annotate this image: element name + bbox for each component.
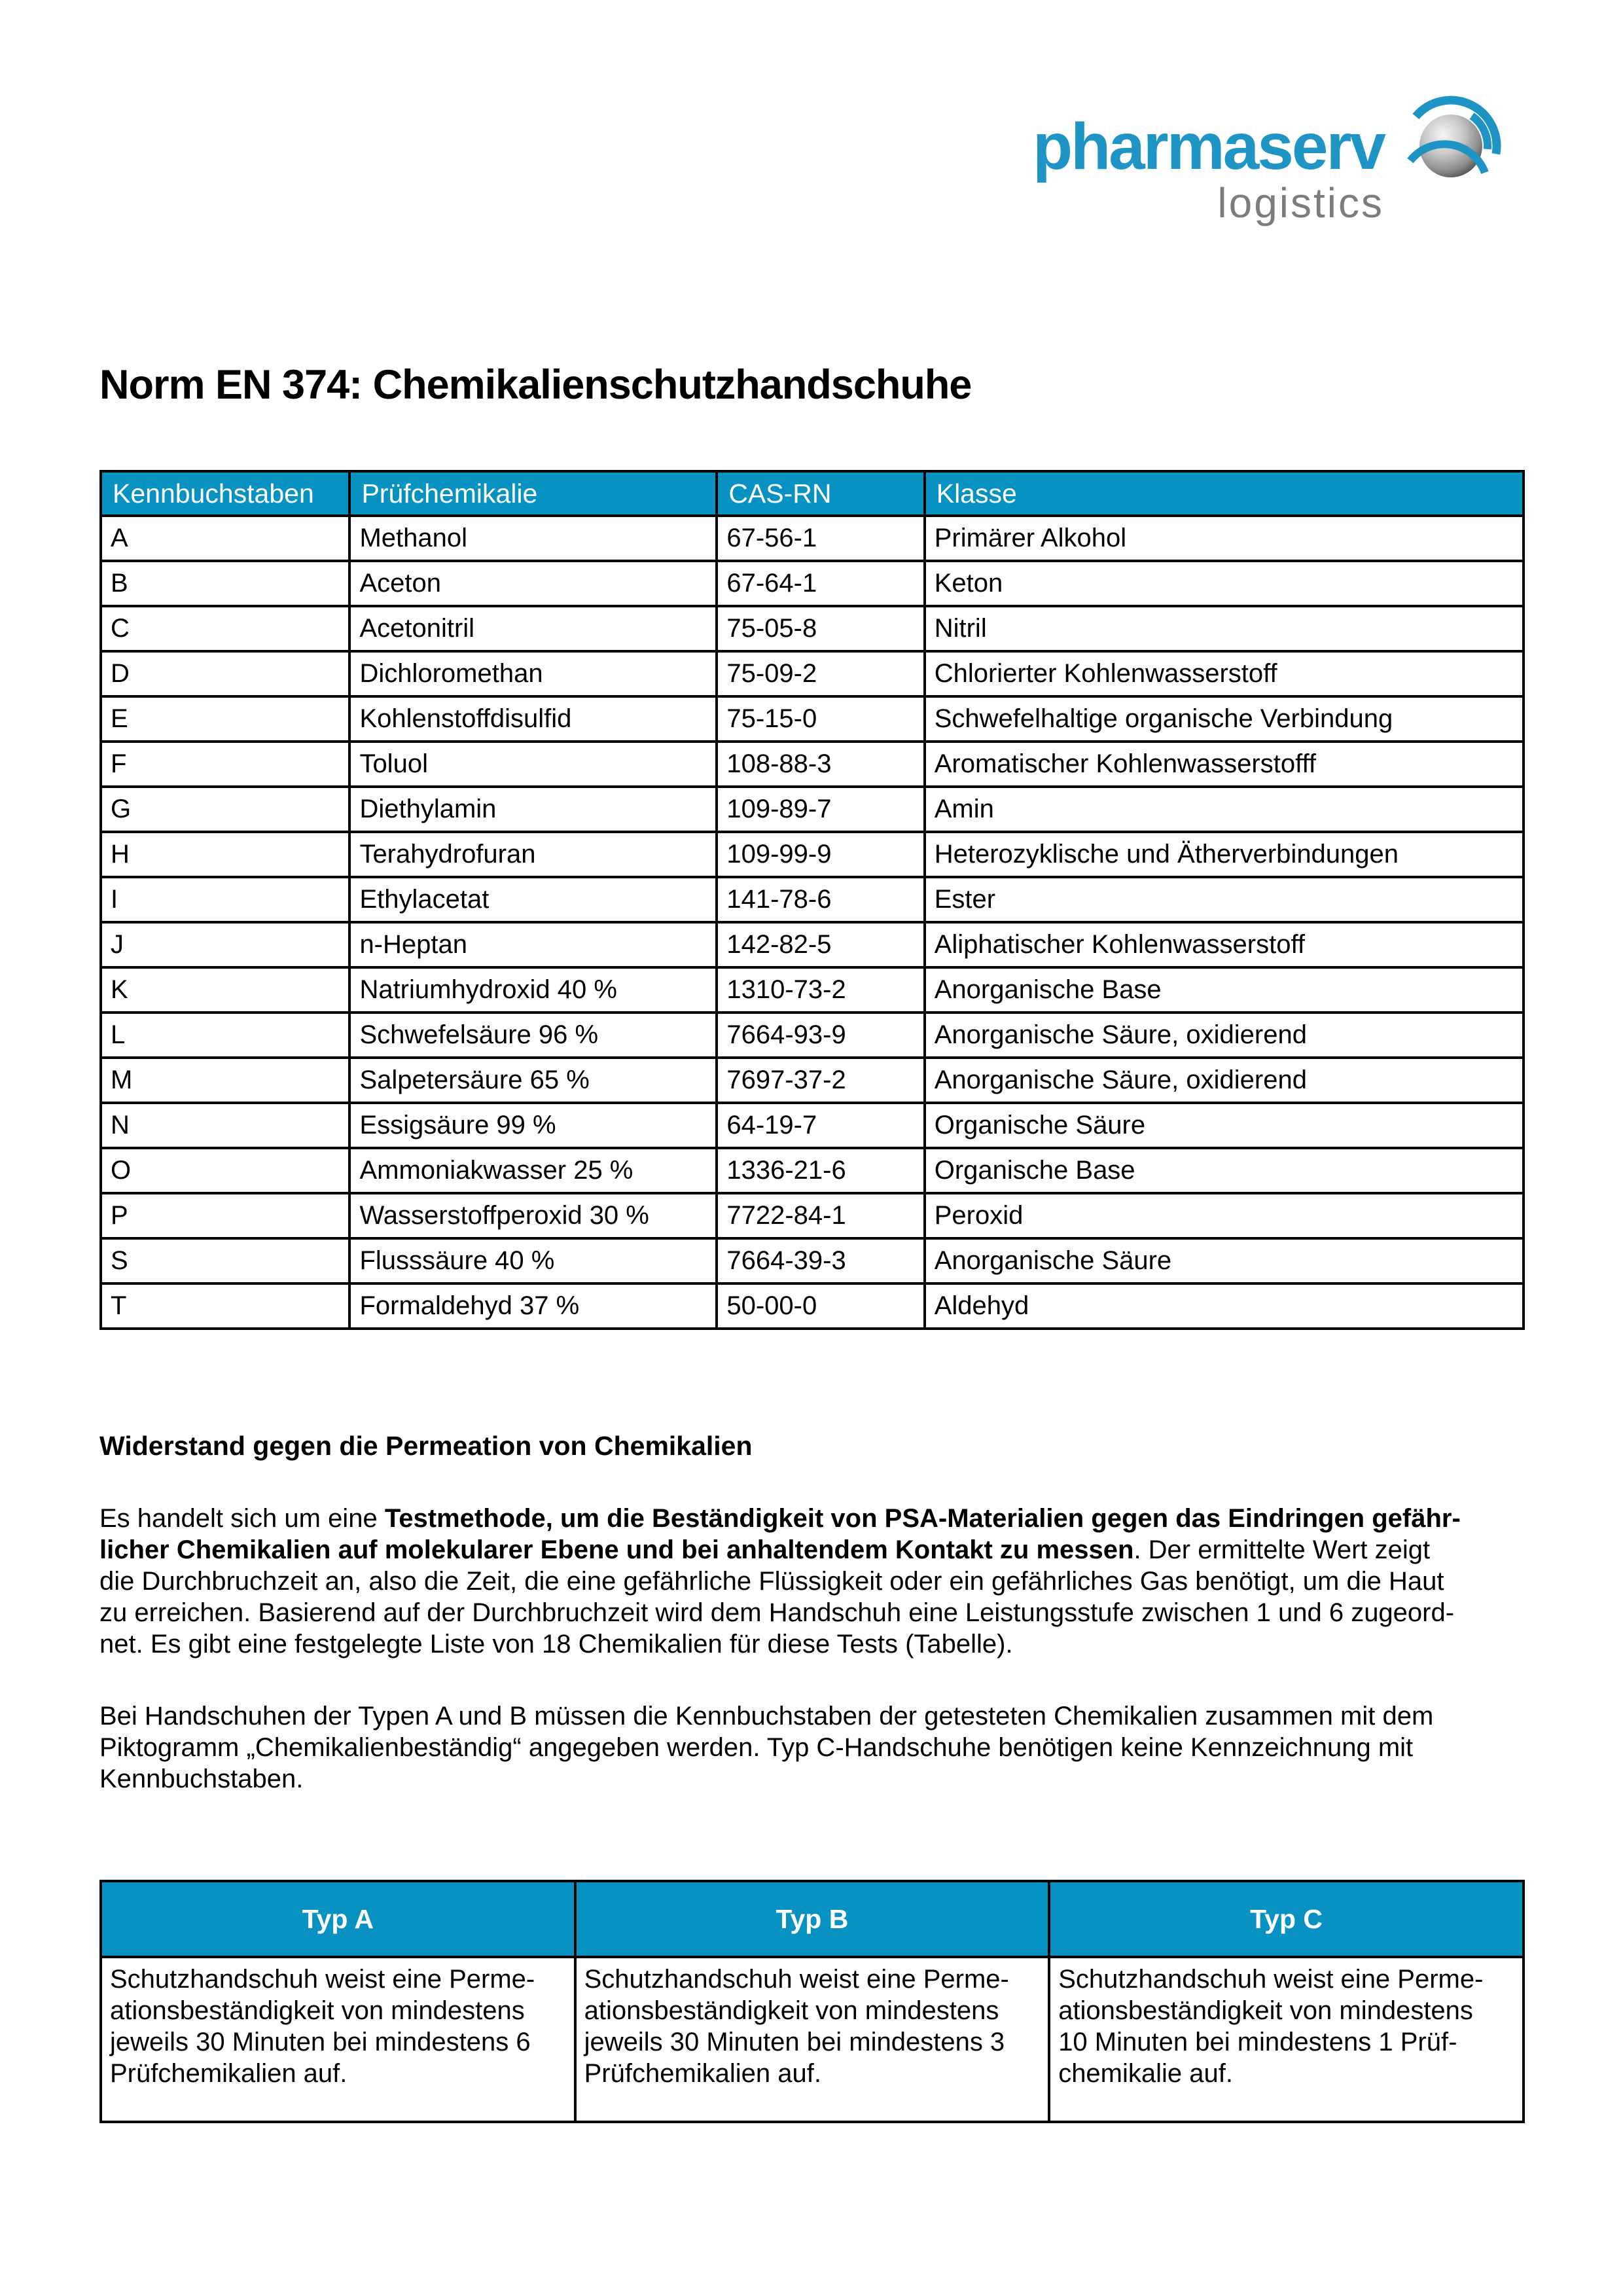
type-cell-a — [101, 1957, 575, 2122]
chem-cell-cas: 7664-39-3 — [717, 1238, 924, 1283]
chem-cell-class: Anorganische Säure — [925, 1238, 1524, 1283]
chem-cell-cas: 7722-84-1 — [717, 1193, 924, 1238]
chem-cell-cas: 50-00-0 — [717, 1283, 924, 1329]
chem-cell-cas: 142-82-5 — [717, 922, 924, 967]
chem-cell-chemical: Ammoniakwasser 25 % — [349, 1148, 717, 1193]
chem-cell-chemical: Dichloromethan — [349, 651, 717, 696]
table-row — [101, 561, 1524, 606]
chem-header-klasse: Klasse — [925, 471, 1524, 516]
table-row — [101, 516, 1524, 561]
text-segment: Prüfchemikalien auf. — [110, 2059, 348, 2088]
section-heading: Widerstand gegen die Permeation von Chemikalien — [99, 1431, 753, 1461]
chem-table-header-row — [101, 471, 1524, 516]
chem-cell-cas: 64-19-7 — [717, 1103, 924, 1148]
type-cell-b — [575, 1957, 1050, 2122]
text-segment: Kennbuchstaben. — [99, 1765, 304, 1793]
page-title: Norm EN 374: Chemikalienschutzhandschuhe — [99, 362, 972, 408]
chem-cell-letter: N — [101, 1103, 349, 1148]
text-line — [99, 1566, 1461, 1597]
chem-table-body — [101, 516, 1524, 1329]
chem-cell-cas: 108-88-3 — [717, 742, 924, 787]
bold-text-segment: licher Chemikalien auf molekularer Ebene und bei anhaltendem Kontakt zu messen — [99, 1535, 1134, 1564]
chem-cell-letter: M — [101, 1058, 349, 1103]
chem-cell-cas: 67-64-1 — [717, 561, 924, 606]
sphere-swoosh-icon — [1395, 92, 1507, 204]
chem-cell-chemical: Kohlenstoffdisulfid — [349, 696, 717, 742]
text-line — [1058, 1995, 1514, 2026]
text-segment: Es handelt sich um eine — [99, 1504, 385, 1533]
table-row — [101, 787, 1524, 832]
text-line — [584, 1995, 1041, 2026]
chem-cell-chemical: Salpetersäure 65 % — [349, 1058, 717, 1103]
table-row — [101, 1193, 1524, 1238]
chem-cell-letter: K — [101, 967, 349, 1013]
text-segment: 10 Minuten bei mindestens 1 Prüf- — [1058, 2028, 1457, 2056]
chem-cell-class: Keton — [925, 561, 1524, 606]
chem-header-kennbuchstaben: Kennbuchstaben — [101, 471, 349, 516]
table-row — [101, 1238, 1524, 1283]
logo-text-block — [1033, 110, 1384, 226]
pharmaserv-logo — [1033, 92, 1507, 224]
chem-cell-cas: 7697-37-2 — [717, 1058, 924, 1103]
table-row — [101, 696, 1524, 742]
table-row — [101, 1148, 1524, 1193]
text-segment: Schutzhandschuh weist eine Perme- — [584, 1965, 1009, 1994]
chem-cell-class: Aldehyd — [925, 1283, 1524, 1329]
chem-cell-class: Ester — [925, 877, 1524, 922]
text-segment: ationsbeständigkeit von mindestens — [1058, 1996, 1473, 2025]
chem-cell-chemical: Acetonitril — [349, 606, 717, 651]
text-line — [99, 1700, 1433, 1732]
text-line — [584, 2026, 1041, 2058]
text-segment: Schutzhandschuh weist eine Perme- — [110, 1965, 535, 1994]
text-line — [584, 1964, 1041, 1995]
type-table-body-row — [101, 1957, 1524, 2122]
text-line — [1058, 2058, 1514, 2089]
chem-cell-chemical: Terahydrofuran — [349, 832, 717, 877]
table-row — [101, 922, 1524, 967]
text-segment: Schutzhandschuh weist eine Perme- — [1058, 1965, 1484, 1994]
text-segment: zu erreichen. Basierend auf der Durchbruchzeit wird dem Handschuh eine Leistungsstufe zwischen 1 und 6 zugeord- — [99, 1598, 1455, 1627]
type-header-c: Typ C — [1049, 1881, 1524, 1957]
chem-cell-letter: G — [101, 787, 349, 832]
chem-header-cas-rn: CAS-RN — [717, 471, 924, 516]
chem-cell-class: Schwefelhaltige organische Verbindung — [925, 696, 1524, 742]
chem-cell-cas: 1310-73-2 — [717, 967, 924, 1013]
chem-cell-cas: 75-05-8 — [717, 606, 924, 651]
chem-cell-chemical: Wasserstoffperoxid 30 % — [349, 1193, 717, 1238]
type-cell-c — [1049, 1957, 1524, 2122]
chem-cell-chemical: Natriumhydroxid 40 % — [349, 967, 717, 1013]
text-line — [110, 1995, 566, 2026]
text-segment: ationsbeständigkeit von mindestens — [584, 1996, 999, 2025]
text-segment: . Der ermittelte Wert zeigt — [1133, 1535, 1431, 1564]
table-row — [101, 606, 1524, 651]
chem-cell-letter: B — [101, 561, 349, 606]
type-header-a: Typ A — [101, 1881, 575, 1957]
table-row — [101, 742, 1524, 787]
text-segment: Prüfchemikalien auf. — [584, 2059, 821, 2088]
chem-cell-class: Amin — [925, 787, 1524, 832]
text-segment: chemikalie auf. — [1058, 2059, 1233, 2088]
chem-cell-chemical: Schwefelsäure 96 % — [349, 1013, 717, 1058]
chem-cell-class: Aliphatischer Kohlenwasserstoff — [925, 922, 1524, 967]
chem-cell-chemical: Methanol — [349, 516, 717, 561]
chem-cell-chemical: Formaldehyd 37 % — [349, 1283, 717, 1329]
type-table — [99, 1880, 1525, 2123]
paragraph-permeation — [99, 1503, 1461, 1660]
chem-cell-class: Primärer Alkohol — [925, 516, 1524, 561]
chem-cell-letter: F — [101, 742, 349, 787]
text-line — [99, 1503, 1461, 1534]
text-line — [99, 1534, 1461, 1566]
chem-cell-letter: O — [101, 1148, 349, 1193]
table-row — [101, 877, 1524, 922]
chem-cell-cas: 7664-93-9 — [717, 1013, 924, 1058]
chem-cell-letter: L — [101, 1013, 349, 1058]
chem-cell-cas: 75-09-2 — [717, 651, 924, 696]
text-line — [110, 1964, 566, 1995]
table-row — [101, 1103, 1524, 1148]
chem-cell-class: Anorganische Säure, oxidierend — [925, 1013, 1524, 1058]
paragraph-marking — [99, 1700, 1433, 1795]
chem-cell-chemical: Ethylacetat — [349, 877, 717, 922]
chem-cell-cas: 141-78-6 — [717, 877, 924, 922]
text-segment: jeweils 30 Minuten bei mindestens 6 — [110, 2028, 531, 2056]
chem-cell-class: Peroxid — [925, 1193, 1524, 1238]
chem-cell-cas: 75-15-0 — [717, 696, 924, 742]
chem-cell-chemical: Flusssäure 40 % — [349, 1238, 717, 1283]
chem-cell-letter: C — [101, 606, 349, 651]
text-line — [99, 1763, 1433, 1795]
table-row — [101, 1058, 1524, 1103]
chem-cell-class: Aromatischer Kohlenwasserstofff — [925, 742, 1524, 787]
text-line — [99, 1628, 1461, 1660]
chem-cell-letter: H — [101, 832, 349, 877]
text-segment: die Durchbruchzeit an, also die Zeit, die eine gefährliche Flüssigkeit oder ein gefährliches Gas benötigt, um die Haut — [99, 1567, 1444, 1596]
text-line — [584, 2058, 1041, 2089]
type-table-header-row — [101, 1881, 1524, 1957]
table-row — [101, 651, 1524, 696]
chem-cell-cas: 109-99-9 — [717, 832, 924, 877]
chem-cell-class: Chlorierter Kohlenwasserstoff — [925, 651, 1524, 696]
chem-cell-chemical: Toluol — [349, 742, 717, 787]
table-row — [101, 967, 1524, 1013]
chem-cell-letter: E — [101, 696, 349, 742]
text-line — [1058, 2026, 1514, 2058]
text-line — [99, 1597, 1461, 1628]
table-row — [101, 1013, 1524, 1058]
chem-cell-class: Anorganische Base — [925, 967, 1524, 1013]
chem-header-pruefchemikalie: Prüfchemikalie — [349, 471, 717, 516]
bold-text-segment: Testmethode, um die Beständigkeit von PSA-Materialien gegen das Eindringen gefähr- — [384, 1504, 1461, 1533]
text-segment: Bei Handschuhen der Typen A und B müssen die Kennbuchstaben der getesteten Chemikalien zusammen mit dem — [99, 1702, 1434, 1731]
chem-cell-letter: I — [101, 877, 349, 922]
chem-cell-letter: D — [101, 651, 349, 696]
chem-cell-class: Organische Base — [925, 1148, 1524, 1193]
text-segment: net. Es gibt eine festgelegte Liste von 18 Chemikalien für diese Tests (Tabelle). — [99, 1630, 1013, 1659]
text-line — [1058, 1964, 1514, 1995]
chem-cell-class: Anorganische Säure, oxidierend — [925, 1058, 1524, 1103]
text-line — [110, 2058, 566, 2089]
chem-cell-chemical: Essigsäure 99 % — [349, 1103, 717, 1148]
chem-cell-chemical: n-Heptan — [349, 922, 717, 967]
chem-cell-letter: T — [101, 1283, 349, 1329]
chem-cell-letter: S — [101, 1238, 349, 1283]
chem-cell-chemical: Aceton — [349, 561, 717, 606]
chem-cell-letter: P — [101, 1193, 349, 1238]
chem-cell-cas: 67-56-1 — [717, 516, 924, 561]
text-line — [110, 2026, 566, 2058]
type-header-b: Typ B — [575, 1881, 1050, 1957]
chem-cell-class: Nitril — [925, 606, 1524, 651]
chem-cell-letter: J — [101, 922, 349, 967]
chem-cell-letter: A — [101, 516, 349, 561]
chem-cell-class: Heterozyklische und Ätherverbindungen — [925, 832, 1524, 877]
logo-brand-text: pharmaserv — [1033, 110, 1384, 183]
text-segment: Piktogramm „Chemikalienbeständig“ angegeben werden. Typ C-Handschuhe benötigen keine Kennzeichnung mit — [99, 1733, 1414, 1762]
table-row — [101, 1283, 1524, 1329]
text-line — [99, 1732, 1433, 1763]
chem-cell-cas: 1336-21-6 — [717, 1148, 924, 1193]
chem-cell-cas: 109-89-7 — [717, 787, 924, 832]
chem-cell-chemical: Diethylamin — [349, 787, 717, 832]
chemical-table — [99, 470, 1525, 1330]
logo-sub-text: logistics — [1217, 179, 1384, 226]
chem-cell-class: Organische Säure — [925, 1103, 1524, 1148]
text-segment: jeweils 30 Minuten bei mindestens 3 — [584, 2028, 1005, 2056]
table-row — [101, 832, 1524, 877]
text-segment: ationsbeständigkeit von mindestens — [110, 1996, 525, 2025]
